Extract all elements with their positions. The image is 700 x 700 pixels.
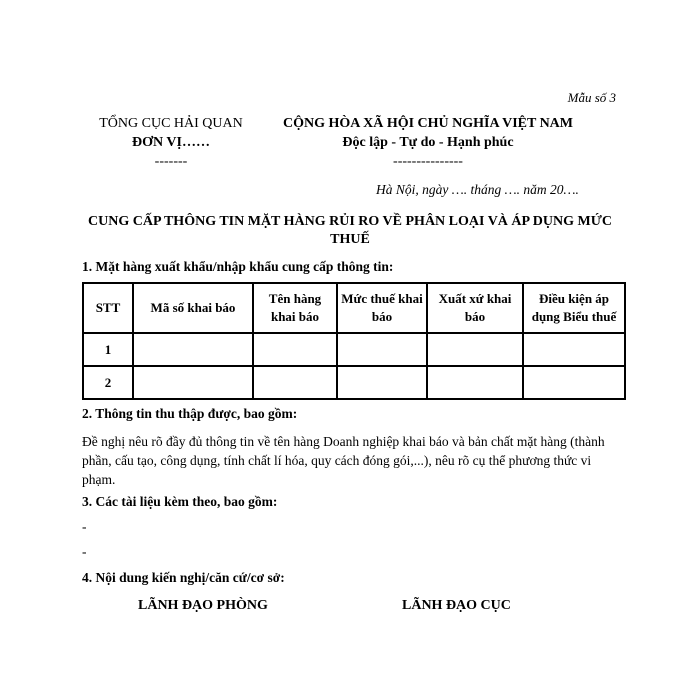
table-cell: [253, 366, 337, 399]
document-title: CUNG CẤP THÔNG TIN MẶT HÀNG RỦI RO VỀ PHÂN LOẠI VÀ ÁP DỤNG MỨC THUẾ: [88, 214, 612, 247]
table-cell: 1: [83, 333, 133, 366]
agency-name: TỔNG CỤC HẢI QUAN: [99, 116, 243, 131]
col-header-declared-code: Mã số khai báo: [133, 283, 253, 333]
form-number: Mẫu số 3: [567, 90, 616, 105]
table-cell: [337, 366, 427, 399]
section-1-heading: 1. Mặt hàng xuất khẩu/nhập khẩu cung cấp thông tin:: [82, 259, 394, 274]
col-header-declared-name: Tên hàng khai báo: [253, 283, 337, 333]
attachment-item: -: [82, 519, 87, 534]
table-cell: [523, 366, 625, 399]
col-header-stt: STT: [83, 283, 133, 333]
goods-table: [82, 282, 626, 400]
table-cell: [253, 333, 337, 366]
col-header-declared-origin: Xuất xứ khai báo: [427, 283, 523, 333]
table-cell: [133, 366, 253, 399]
header-left: [96, 114, 246, 171]
section-2-heading: 2. Thông tin thu thập được, bao gồm:: [82, 406, 298, 421]
signature-right: LÃNH ĐẠO CỤC: [402, 598, 511, 613]
table-cell: 2: [83, 366, 133, 399]
date-line: Hà Nội, ngày …. tháng …. năm 20….: [376, 182, 579, 197]
table-cell: [427, 333, 523, 366]
table-cell: [337, 333, 427, 366]
table-cell: [523, 333, 625, 366]
section-2-body: Đề nghị nêu rõ đầy đủ thông tin về tên hàng Doanh nghiệp khai báo và bản chất mặt hàng (thành phần, cấu tạo, công dụng, tính chất lí hóa, quy cách đóng gói,...), nêu rõ cụ thể phương thức vi phạm.: [82, 434, 605, 487]
table-header-row: [83, 283, 625, 333]
table-cell: [133, 333, 253, 366]
unit-name: ĐƠN VỊ……: [132, 135, 210, 150]
header-right: [278, 114, 578, 171]
col-header-declared-tax-rate: Mức thuế khai báo: [337, 283, 427, 333]
table-cell: [427, 366, 523, 399]
signature-left: LÃNH ĐẠO PHÒNG: [138, 598, 268, 613]
table-row: [83, 366, 625, 399]
header-left-divider: -------: [154, 154, 188, 169]
attachment-item: -: [82, 544, 87, 559]
section-3-heading: 3. Các tài liệu kèm theo, bao gồm:: [82, 494, 278, 509]
nation-name: CỘNG HÒA XÃ HỘI CHỦ NGHĨA VIỆT NAM: [282, 116, 573, 131]
header-right-divider: ---------------: [393, 154, 463, 169]
col-header-tariff-condition: Điều kiện áp dụng Biểu thuế: [523, 283, 625, 333]
table-row: [83, 333, 625, 366]
section-4-heading: 4. Nội dung kiến nghị/căn cứ/cơ sở:: [82, 570, 285, 585]
national-motto: Độc lập - Tự do - Hạnh phúc: [342, 135, 514, 150]
